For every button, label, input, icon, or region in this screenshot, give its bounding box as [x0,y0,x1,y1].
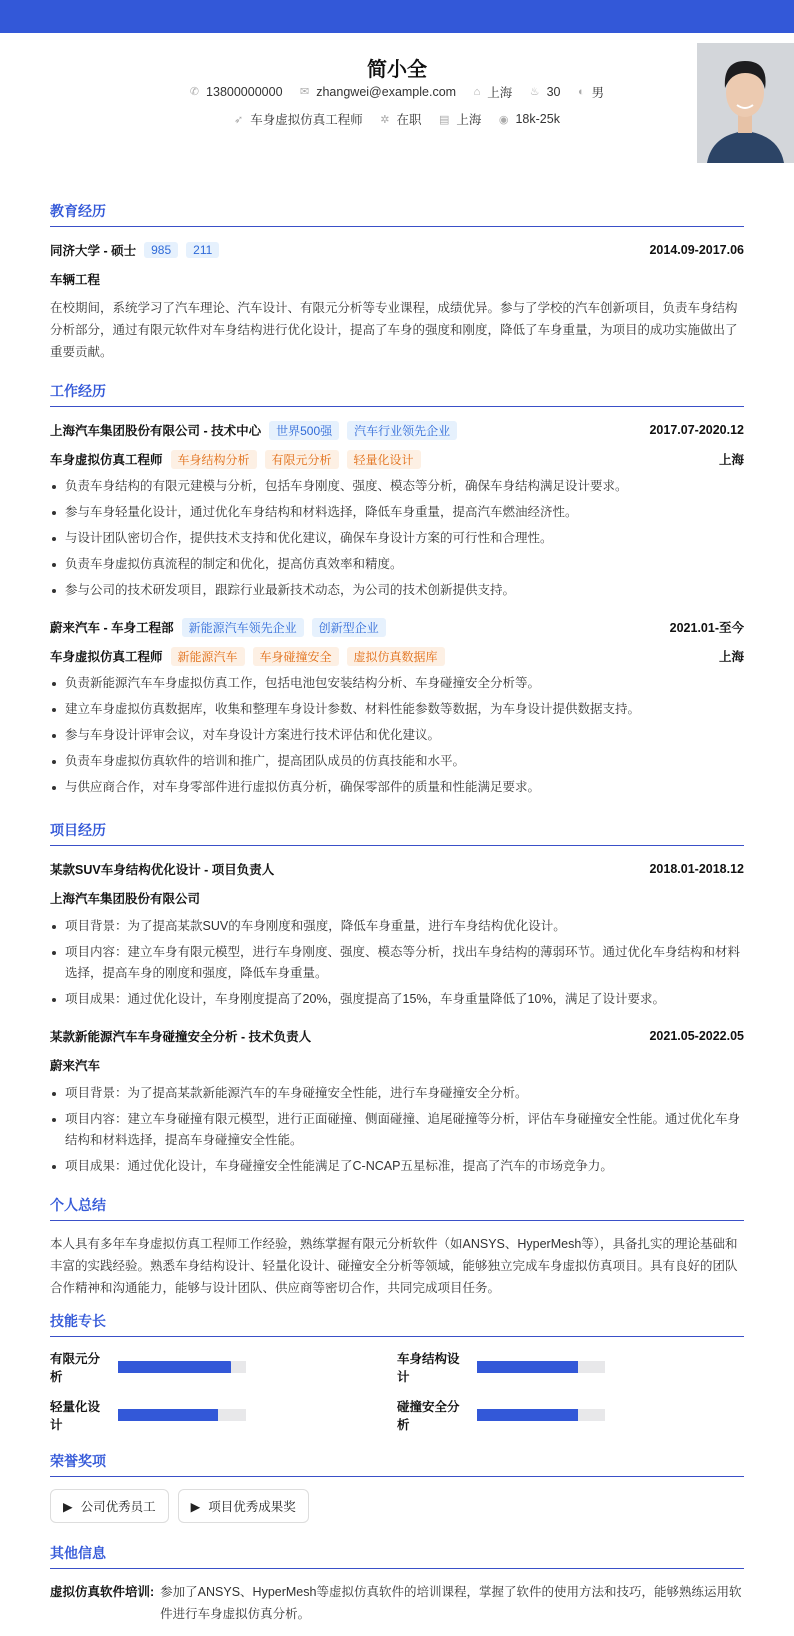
skill-name: 有限元分析 [50,1352,101,1384]
job-date: 2021.01-至今 [669,621,744,635]
duty-item: 参与车身轻量化设计，通过优化车身结构和材料选择，降低车身重量，提高汽车燃油经济性。 [50,502,744,523]
age: 30 [546,84,561,99]
project-date: 2021.05-2022.05 [649,1029,744,1043]
other-info-label: 虚拟仿真软件培训: [50,1585,155,1599]
job-intent-row [50,110,744,128]
skill-tag: 新能源汽车 [171,647,245,666]
job-date: 2017.07-2020.12 [649,423,744,437]
triangle-icon: ▶ [190,1499,201,1514]
job-title: 车身虚拟仿真工程师 [250,113,363,127]
major: 车辆工程 [50,273,101,287]
section-title-other: 其他信息 [50,1543,744,1569]
project-detail-item: 项目背景：为了提高某款SUV的车身刚度和强度，降低车身重量，进行车身结构优化设计。 [50,916,744,937]
skill-level-bar [477,1409,605,1421]
job-role-row [50,448,744,470]
education-header [50,239,744,261]
duty-item: 建立车身虚拟仿真数据库，收集和整理车身设计参数、材料性能参数等数据，为车身设计提供数据支持。 [50,699,744,720]
award-label: 项目优秀成果奖 [208,1500,296,1514]
home-icon: ⌂ [473,86,481,98]
company: 上海汽车集团股份有限公司 - 技术中心 [50,424,262,438]
triangle-icon: ▶ [63,1499,73,1514]
job-role: 车身虚拟仿真工程师 [50,453,163,467]
skill-tag: 虚拟仿真数据库 [347,647,445,666]
project-date: 2018.01-2018.12 [649,862,744,876]
school: 同济大学 - 硕士 [50,244,137,258]
school-tag: 211 [186,242,219,258]
skill-name: 轻量化设计 [50,1400,101,1432]
project-header [50,858,744,880]
target-city: 上海 [456,113,482,127]
project-name: 某款新能源汽车车身碰撞安全分析 - 技术负责人 [50,1030,312,1044]
skill-level-fill [477,1409,578,1421]
duty-item: 与设计团队密切合作，提供技术支持和优化建议，确保车身设计方案的可行性和合理性。 [50,528,744,549]
spacer [50,1015,744,1025]
project-org: 蔚来汽车 [50,1059,101,1073]
education-description: 在校期间，系统学习了汽车理论、汽车设计、有限元分析等专业课程，成绩优异。参与了学校的汽车创新项目，负责车身结构分析部分，通过有限元软件对车身结构进行优化设计，提高了车身的强度和刚度，降低了车身重量，为项目的成功实施做出了重要贡献。 [50,301,738,359]
duty-item: 负责新能源汽车车身虚拟仿真工作，包括电池包安装结构分析、车身碰撞安全分析等。 [50,673,744,694]
company-tag: 创新型企业 [312,618,386,637]
skill-tag: 车身结构分析 [171,450,257,469]
job-company-group [50,421,457,440]
school-tag: 985 [144,242,178,258]
project-detail-item: 项目背景：为了提高某款新能源汽车的车身碰撞安全性能，进行车身碰撞安全分析。 [50,1083,744,1104]
job-city: 上海 [718,650,744,664]
top-accent-bar [0,0,794,33]
duty-item: 负责车身结构的有限元建模与分析，包括车身刚度、强度、模态等分析，确保车身结构满足设计要求。 [50,476,744,497]
skill-level-bar [118,1361,246,1373]
skill-item [397,1349,744,1385]
project-header [50,1025,744,1047]
phone: 13800000000 [206,84,283,99]
job-header [50,616,744,638]
duty-item: 与供应商合作，对车身零部件进行虚拟仿真分析，确保零部件的质量和性能满足要求。 [50,777,744,798]
gender: 男 [591,86,605,100]
phone-icon: ✆ [189,86,200,98]
salary: 18k-25k [515,112,560,126]
company-tag: 世界500强 [269,421,339,440]
project-details [50,916,744,1010]
contact-row [50,83,744,101]
skill-tag: 有限元分析 [265,450,339,469]
skill-tag: 轻量化设计 [347,450,421,469]
project-list [50,858,744,1177]
skill-level-fill [118,1409,218,1421]
duty-item: 负责车身虚拟仿真流程的制定和优化，提高仿真效率和精度。 [50,554,744,575]
email: zhangwei@example.com [316,84,457,99]
project-detail-item: 项目成果：通过优化设计，车身刚度提高了20%，强度提高了15%，车身重量降低了10%，满足了设计要求。 [50,989,744,1010]
section-title-projects: 项目经历 [50,820,744,846]
project-org: 上海汽车集团股份有限公司 [50,892,201,906]
project-detail-item: 项目内容：建立车身有限元模型，进行车身刚度、强度、模态等分析，找出车身结构的薄弱环节。通过优化车身结构和材料选择，提高车身的刚度和强度，降低车身重量。 [50,942,744,984]
skill-item [397,1397,744,1433]
send-icon: ➶ [234,113,244,126]
job-role-row [50,645,744,667]
skill-name: 碰撞安全分析 [397,1400,460,1432]
status-icon: ✲ [380,113,390,126]
other-info-item [50,1581,744,1625]
cake-icon: ♨ [529,86,540,98]
award-label: 公司优秀员工 [80,1500,156,1514]
location: 上海 [487,86,513,100]
project-name: 某款SUV车身结构优化设计 - 项目负责人 [50,863,275,877]
summary-text: 本人具有多年车身虚拟仿真工程师工作经验，熟练掌握有限元分析软件（如ANSYS、HyperMesh等），具备扎实的理论基础和丰富的实践经验。熟悉车身结构设计、轻量化设计、碰撞安全分析等领域，能够独立完成车身虚拟仿真项目。具有良好的团队合作精神和沟通能力，能够与设计团队、供应商等密切合作，共同完成项目任务。 [50,1237,738,1295]
section-title-awards: 荣誉奖项 [50,1451,744,1477]
other-info-text: 参加了ANSYS、HyperMesh等虚拟仿真软件的培训课程，掌握了软件的使用方法和技巧，能够熟练运用软件进行车身虚拟仿真分析。 [160,1585,742,1621]
job-duties [50,476,744,601]
skill-item [50,1349,397,1385]
company-tag: 新能源汽车领先企业 [182,618,304,637]
skill-level-bar [477,1361,605,1373]
job-role: 车身虚拟仿真工程师 [50,650,163,664]
section-title-summary: 个人总结 [50,1195,744,1221]
company: 蔚来汽车 - 车身工程部 [50,621,174,635]
award-item [50,1489,169,1523]
project-detail-item: 项目成果：通过优化设计，车身碰撞安全性能满足了C-NCAP五星标准，提高了汽车的市场竞争力。 [50,1156,744,1177]
skill-level-bar [118,1409,246,1421]
section-title-education: 教育经历 [50,201,744,227]
duty-item: 参与车身设计评审会议，对车身设计方案进行技术评估和优化建议。 [50,725,744,746]
candidate-name: 简小全 [367,59,427,81]
skill-level-fill [118,1361,231,1373]
section-title-work: 工作经历 [50,381,744,407]
education-date: 2014.09-2017.06 [649,243,744,257]
skill-level-fill [477,1361,578,1373]
spacer [50,606,744,616]
salary-icon: ◉ [498,113,509,126]
skill-name: 车身结构设计 [397,1352,460,1384]
project-detail-item: 项目内容：建立车身碰撞有限元模型，进行正面碰撞、侧面碰撞、追尾碰撞等分析，评估车身碰撞安全性能。通过优化车身结构和材料选择，提高车身碰撞安全性能。 [50,1109,744,1151]
mail-icon: ✉ [300,86,310,98]
resume-header [50,33,744,183]
company-tag: 汽车行业领先企业 [347,421,457,440]
job-duties [50,673,744,798]
gender-icon: ◐ [577,86,585,98]
duty-item: 参与公司的技术研发项目，跟踪行业最新技术动态，为公司的技术创新提供支持。 [50,580,744,601]
skill-tag: 车身碰撞安全 [253,647,339,666]
job-status: 在职 [396,113,422,127]
section-title-skills: 技能专长 [50,1311,744,1337]
building-icon: ▤ [438,113,450,126]
job-role-group [50,450,421,469]
project-details [50,1083,744,1177]
job-header [50,419,744,441]
award-item [178,1489,309,1523]
skill-item [50,1397,397,1433]
job-city: 上海 [718,453,744,467]
work-list [50,419,744,798]
job-company-group [50,618,386,637]
avatar-photo [697,43,794,163]
job-role-group [50,647,445,666]
skills-grid [50,1349,744,1433]
duty-item: 负责车身虚拟仿真软件的培训和推广，提高团队成员的仿真技能和水平。 [50,751,744,772]
awards-list [50,1489,744,1523]
